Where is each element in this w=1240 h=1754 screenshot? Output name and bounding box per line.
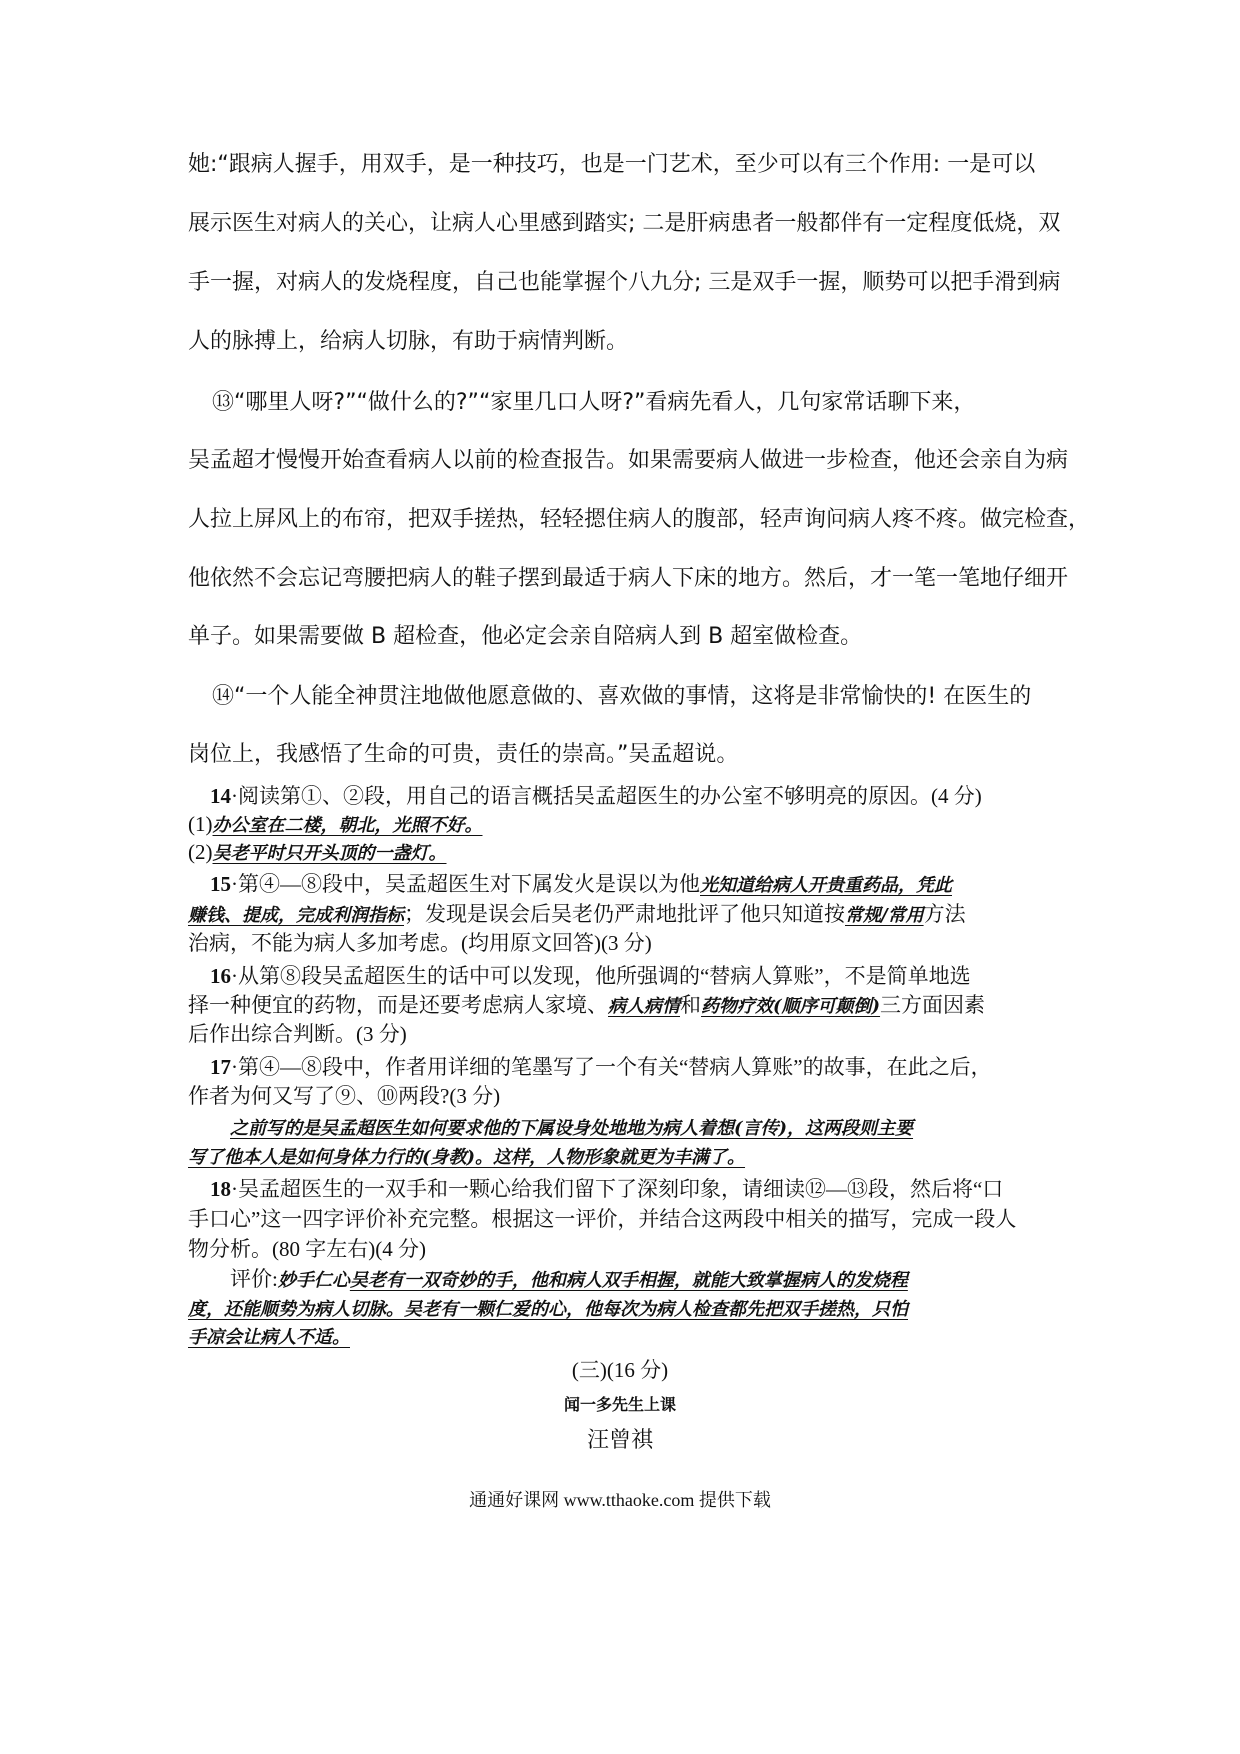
question-text: ·阅读第①、②段，用自己的语言概括吴孟超医生的办公室不够明亮的原因。(4 分)	[231, 784, 982, 808]
question-text: ；发现是误会后吴老仍严肃地批评了他只知道按	[404, 902, 845, 926]
question-number: 14	[210, 784, 231, 808]
question-text: 手口心”这一四字评价补充完整。根据这一评价，并结合这两段中相关的描写，完成一段人	[188, 1207, 1017, 1231]
question-number: 16	[210, 964, 231, 988]
handwritten-answer: 药物疗效(顺序可颠倒)	[701, 996, 881, 1017]
article-author: 汪曾祺	[586, 1428, 653, 1453]
question-text: 作者为何又写了⑨、⑩两段?(3 分)	[188, 1084, 501, 1108]
passage-line: 单子。如果需要做 B 超检查，他必定会亲自陪病人到 B 超室做检查。	[188, 624, 863, 649]
handwritten-answer: 写了他本人是如何身体力行的(身教)。这样，人物形象就更为丰满了。	[188, 1147, 746, 1168]
passage-line: 手一握，对病人的发烧程度，自己也能掌握个八九分; 三是双手一握，顺势可以把手滑到病	[188, 270, 1061, 295]
question-text: 物分析。(80 字左右)(4 分)	[188, 1237, 426, 1261]
passage-line: 展示医生对病人的关心，让病人心里感到踏实; 二是肝病患者一般都伴有一定程度低烧，双	[188, 211, 1061, 236]
question-text: 择一种便宜的药物，而是还要考虑病人家境、	[188, 993, 608, 1017]
handwritten-answer: 手凉会让病人不适。	[188, 1327, 350, 1348]
question-text: 方法	[923, 902, 966, 926]
handwritten-answer: 吴老有一双奇妙的手，他和病人双手相握，就能大致掌握病人的发烧程	[349, 1270, 908, 1291]
passage-line: 人拉上屏风上的布帘，把双手搓热，轻轻摁住病人的腹部，轻声询问病人疼不疼。做完检查，	[188, 507, 1091, 532]
answer-label: 评价:	[230, 1267, 278, 1291]
section-heading: (三)(16 分)	[571, 1358, 669, 1382]
passage-line: 人的脉搏上，给病人切脉，有助于病情判断。	[188, 329, 629, 354]
answer-prefix: (1)	[188, 812, 213, 836]
question-text: ·第④—⑧段中，作者用详细的笔墨写了一个有关“替病人算账”的故事，在此之后，	[231, 1055, 992, 1079]
article-title: 闻一多先生上课	[563, 1395, 676, 1414]
handwritten-answer: 之前写的是吴孟超医生如何要求他的下属设身处地地为病人着想(言传)，这两段则主要	[230, 1118, 914, 1139]
question-number: 18	[210, 1177, 231, 1201]
handwritten-answer: 吴老平时只开头顶的一盏灯。	[212, 843, 447, 864]
passage-line: 吴孟超才慢慢开始查看病人以前的检查报告。如果需要病人做进一步检查，他还会亲自为病	[188, 448, 1069, 473]
passage-line: 她:“跟病人握手，用双手，是一种技巧，也是一门艺术，至少可以有三个作用: 一是可以	[188, 152, 1036, 177]
passage-line: ⑬“哪里人呀?”“做什么的?”“家里几口人呀?”看病先看人，几句家常话聊下来，	[212, 390, 976, 415]
question-text: 和	[680, 993, 701, 1017]
handwritten-answer: 赚钱、提成，完成利润指标	[188, 905, 404, 926]
question-text: 治病，不能为病人多加考虑。(均用原文回答)(3 分)	[188, 931, 652, 955]
handwritten-answer: 妙手仁心	[277, 1270, 350, 1291]
question-number: 15	[210, 872, 231, 896]
handwritten-answer: 度，还能顺势为病人切脉。吴老有一颗仁爱的心，他每次为病人检查都先把双手搓热，只怕	[188, 1299, 908, 1320]
handwritten-answer: 病人病情	[608, 996, 680, 1017]
passage-line: 他依然不会忘记弯腰把病人的鞋子摆到最适于病人下床的地方。然后，才一笔一笔地仔细开	[188, 566, 1069, 591]
question-text: ·吴孟超医生的一双手和一颗心给我们留下了深刻印象，请细读⑫—⑬段，然后将“口	[231, 1177, 1004, 1201]
page-footer: 通通好课网 www.tthaoke.com 提供下载	[469, 1490, 771, 1510]
question-text: 三方面因素	[880, 993, 986, 1017]
question-text: ·从第⑧段吴孟超医生的话中可以发现，他所强调的“替病人算账”，不是简单地选	[231, 964, 971, 988]
question-text: ·第④—⑧段中，吴孟超医生对下属发火是误以为他	[231, 872, 700, 896]
handwritten-answer: 光知道给病人开贵重药品，凭此	[700, 875, 952, 896]
handwritten-answer: 办公室在二楼，朝北，光照不好。	[212, 815, 483, 836]
question-text: 后作出综合判断。(3 分)	[188, 1022, 407, 1046]
handwritten-answer: 常规/常用	[845, 905, 924, 926]
question-number: 17	[210, 1055, 231, 1079]
passage-line: 岗位上，我感悟了生命的可贵，责任的崇高。”吴孟超说。	[188, 742, 739, 767]
passage-line: ⑭“一个人能全神贯注地做他愿意做的、喜欢做的事情，这将是非常愉快的! 在医生的	[212, 684, 1032, 709]
answer-prefix: (2)	[188, 840, 213, 864]
